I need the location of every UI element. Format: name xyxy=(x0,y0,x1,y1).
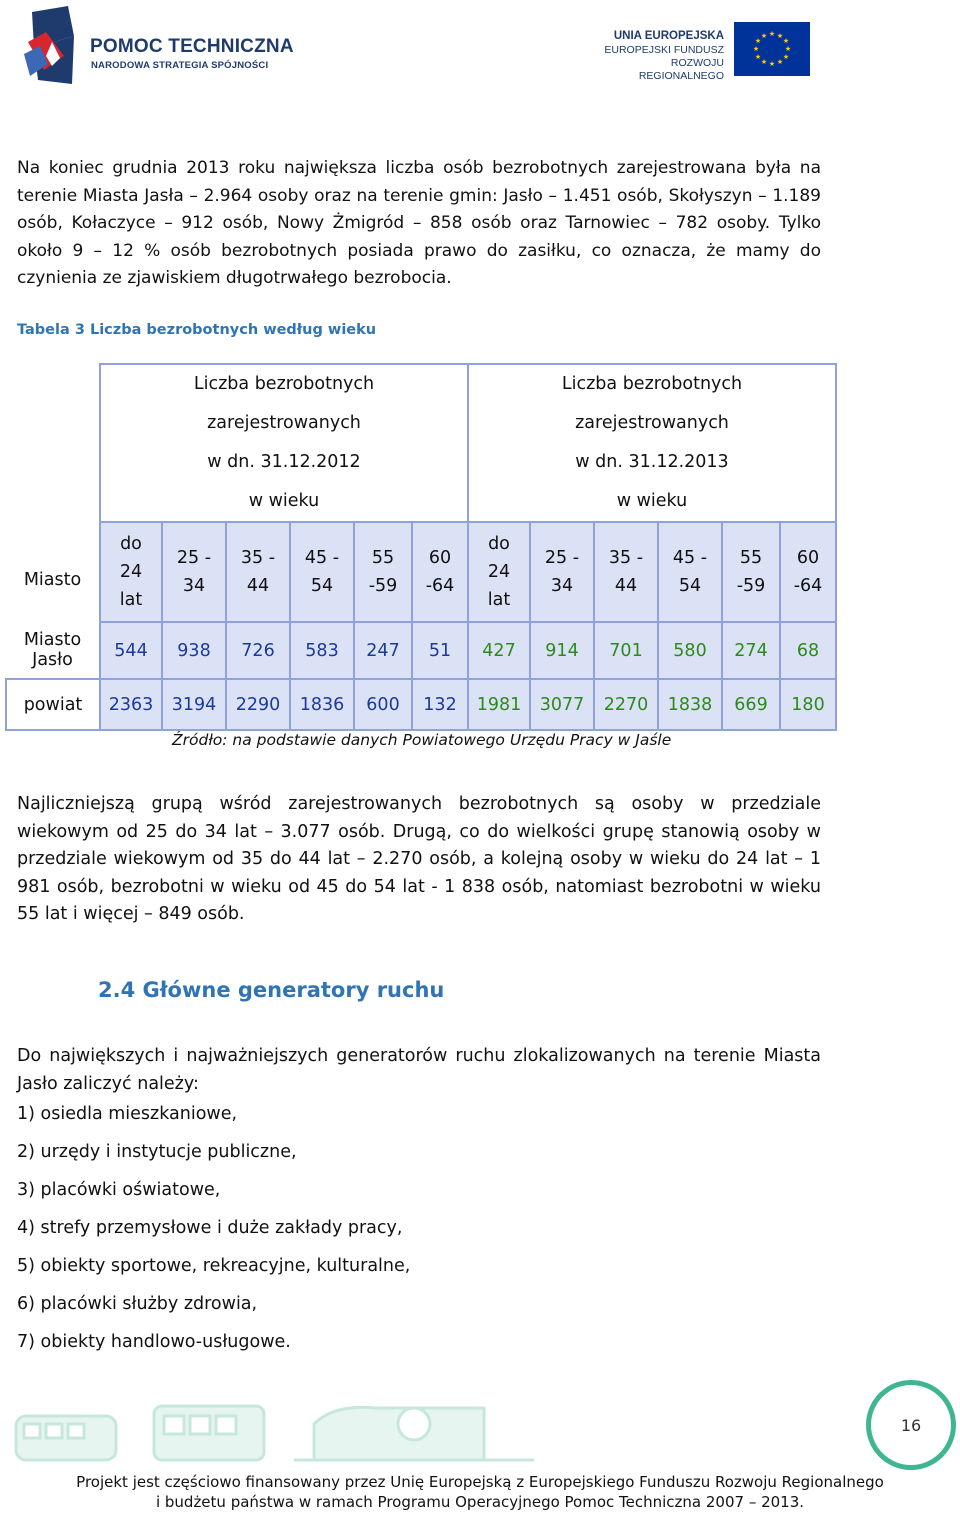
table-row xyxy=(6,679,836,730)
svg-text:★: ★ xyxy=(782,53,790,61)
header-miasto-label: Miasto xyxy=(23,570,82,590)
unemployment-table xyxy=(5,363,837,731)
transport-vehicles-icon xyxy=(14,1394,534,1470)
svg-text:★: ★ xyxy=(752,45,760,53)
cell-2013: 2270 xyxy=(594,679,658,730)
age-header: 45 - 54 xyxy=(658,522,722,622)
age-header: 55 -59 xyxy=(722,522,780,622)
list-item: 6) placówki służby zdrowia, xyxy=(17,1294,258,1314)
page-number: 16 xyxy=(866,1380,956,1470)
section-heading: 2.4 Główne generatory ruchu xyxy=(98,978,445,1002)
eu-line-3: ROZWOJU REGIONALNEGO xyxy=(638,57,724,82)
svg-text:★: ★ xyxy=(776,58,784,66)
cell-2013: 274 xyxy=(722,622,780,679)
g2013-line4: w wieku xyxy=(616,491,688,511)
list-item: 5) obiekty sportowe, rekreacyjne, kulturalne, xyxy=(17,1256,411,1276)
generators-intro: Do największych i najważniejszych generatorów ruchu zlokalizowanych na terenie Miasta Jasło zaliczyć należy: xyxy=(17,1046,821,1094)
cell-2012: 132 xyxy=(412,679,468,730)
cell-2012: 726 xyxy=(226,622,290,679)
list-item: 4) strefy przemysłowe i duże zakłady pracy, xyxy=(17,1218,403,1238)
age-header: 60 -64 xyxy=(780,522,836,622)
cell-2013: 427 xyxy=(468,622,530,679)
footer-text xyxy=(0,1472,960,1512)
eu-logo xyxy=(594,22,814,82)
cell-2013: 68 xyxy=(780,622,836,679)
header-group-2013 xyxy=(468,364,836,522)
svg-text:★: ★ xyxy=(760,58,768,66)
svg-text:★: ★ xyxy=(768,30,776,38)
age-header: 45 - 54 xyxy=(290,522,354,622)
list-item: 7) obiekty handlowo-usługowe. xyxy=(17,1332,291,1352)
eu-flag-icon xyxy=(734,22,810,76)
cell-2013: 3077 xyxy=(530,679,594,730)
list-item: 2) urzędy i instytucje publiczne, xyxy=(17,1142,297,1162)
cell-2012: 1836 xyxy=(290,679,354,730)
svg-text:★: ★ xyxy=(754,53,762,61)
g2013-line1: Liczba bezrobotnych xyxy=(561,374,743,394)
g2013-line3: w dn. 31.12.2013 xyxy=(575,452,729,472)
table-row xyxy=(6,622,836,679)
generators-list xyxy=(17,1102,410,1368)
svg-text:★: ★ xyxy=(760,32,768,40)
cell-2012: 2290 xyxy=(226,679,290,730)
age-header: do 24 lat xyxy=(468,522,530,622)
cell-2013: 914 xyxy=(530,622,594,679)
cell-2013: 1981 xyxy=(468,679,530,730)
age-header: 25 - 34 xyxy=(530,522,594,622)
cell-2013: 580 xyxy=(658,622,722,679)
intro-paragraph: Na koniec grudnia 2013 roku największa liczba osób bezrobotnych zarejestrowana była na terenie Miasta Jasła – 2.964 osoby oraz na terenie gmin: Jasło – 1.451 osób, Skołyszyn – 1.189 osób, Kołaczyce – 912 osób, Nowy Żmigród – 858 osób oraz Tarnowiec – 782 osoby. Tylko około 9 – 12 % osób bezrobotnych posiada prawo do zasiłku, co oznacza, że mamy do czynienia ze zjawiskiem długotrwałego bezrobocia. xyxy=(17,158,821,289)
row-label: Miasto Jasło xyxy=(23,630,82,670)
cell-2013: 180 xyxy=(780,679,836,730)
age-header: 35 - 44 xyxy=(226,522,290,622)
logo-subtitle: NARODOWA STRATEGIA SPÓJNOŚCI xyxy=(91,60,269,71)
logo-title: POMOC TECHNICZNA xyxy=(90,36,294,57)
list-item: 1) osiedla mieszkaniowe, xyxy=(17,1104,238,1124)
g2012-line4: w wieku xyxy=(248,491,320,511)
cell-2012: 938 xyxy=(162,622,226,679)
pomoc-techniczna-logo xyxy=(24,6,314,86)
g2012-line3: w dn. 31.12.2012 xyxy=(207,452,361,472)
age-header: do 24 lat xyxy=(100,522,162,622)
list-item: 3) placówki oświatowe, xyxy=(17,1180,221,1200)
g2013-line2: zarejestrowanych xyxy=(575,413,729,433)
g2012-line2: zarejestrowanych xyxy=(207,413,361,433)
row-label: powiat xyxy=(6,679,100,730)
footer-line-1: Projekt jest częściowo finansowany przez Unię Europejską z Europejskiego Funduszu Rozwoju Regionalnego xyxy=(76,1473,884,1491)
table-source: Źródło: na podstawie danych Powiatowego Urzędu Pracy w Jaśle xyxy=(172,731,672,749)
eu-line-2: EUROPEJSKI FUNDUSZ xyxy=(604,44,724,56)
cell-2013: 701 xyxy=(594,622,658,679)
cell-2013: 669 xyxy=(722,679,780,730)
eu-line-1: UNIA EUROPEJSKA xyxy=(613,30,724,42)
cell-2012: 51 xyxy=(412,622,468,679)
svg-text:★: ★ xyxy=(776,32,784,40)
cell-2012: 247 xyxy=(354,622,412,679)
svg-text:★: ★ xyxy=(782,37,790,45)
table-caption: Tabela 3 Liczba bezrobotnych według wieku xyxy=(17,322,377,338)
header-group-2012 xyxy=(100,364,468,522)
age-header: 35 - 44 xyxy=(594,522,658,622)
footer-line-2: i budżetu państwa w ramach Programu Operacyjnego Pomoc Techniczna 2007 – 2013. xyxy=(155,1493,805,1511)
cell-2012: 544 xyxy=(100,622,162,679)
svg-text:★: ★ xyxy=(784,45,792,53)
age-header: 55 -59 xyxy=(354,522,412,622)
cell-2012: 600 xyxy=(354,679,412,730)
age-header: 25 - 34 xyxy=(162,522,226,622)
header-miasto xyxy=(6,364,100,622)
cell-2012: 3194 xyxy=(162,679,226,730)
g2012-line1: Liczba bezrobotnych xyxy=(193,374,375,394)
cell-2012: 583 xyxy=(290,622,354,679)
cell-2012: 2363 xyxy=(100,679,162,730)
star-logo-icon xyxy=(24,6,82,84)
svg-text:★: ★ xyxy=(768,60,776,68)
analysis-paragraph: Najliczniejszą grupą wśród zarejestrowanych bezrobotnych są osoby w przedziale wiekowym od 25 do 34 lat – 3.077 osób. Drugą, co do wielkości grupę stanowią osoby w przedziale wiekowym od 35 do 44 lat – 2.270 osób, a kolejną osoby w wieku do 24 lat – 1 981 osób, bezrobotni w wieku od 45 do 54 lat - 1 838 osób, natomiast bezrobotni w wieku 55 lat i więcej – 849 osób. xyxy=(17,794,821,925)
cell-2013: 1838 xyxy=(658,679,722,730)
svg-text:★: ★ xyxy=(754,37,762,45)
age-header: 60 -64 xyxy=(412,522,468,622)
